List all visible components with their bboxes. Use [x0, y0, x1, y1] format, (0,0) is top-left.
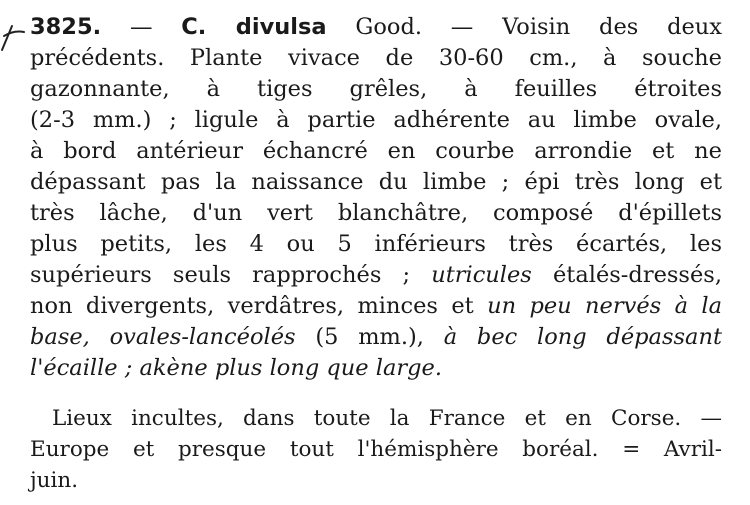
italic-run: base, ovales-lancéolés [30, 324, 296, 350]
species-author: Good. — Voisin des deux [326, 14, 722, 40]
entry-line: plus petits, les 4 ou 5 inférieurs très écartés, les [30, 231, 722, 257]
entry-header-line [30, 12, 722, 43]
italic-run: un peu nervés à la [487, 293, 722, 319]
habitat-note [30, 403, 722, 496]
italic-run: à bec long dépassant [443, 324, 722, 350]
habitat-line: Europe et presque tout l'hémisphère boréal. = Avril- [30, 437, 722, 462]
entry-line: (2-3 mm.) ; ligule à partie adhérente au limbe ovale, [30, 107, 722, 133]
entry-line: gazonnante, à tiges grêles, à feuilles étroites [30, 76, 722, 102]
text-run: étalés-dressés, [531, 262, 722, 288]
species-entry [30, 12, 722, 384]
entry-line [30, 322, 722, 353]
habitat-line: Lieux incultes, dans toute la France et en Corse. — [52, 406, 722, 431]
handwritten-check-mark [0, 20, 26, 56]
entry-line [30, 260, 722, 291]
entry-line: précédents. Plante vivace de 30-60 cm., à souche [30, 45, 722, 71]
habitat-line: juin. [30, 468, 79, 493]
text-run: non divergents, verdâtres, minces et [30, 293, 488, 319]
entry-dash: — [101, 14, 182, 40]
entry-line: à bord antérieur échancré en courbe arrondie et ne [30, 138, 722, 164]
entry-line: très lâche, d'un vert blanchâtre, composé d'épillets [30, 200, 722, 226]
text-run: supérieurs seuls rapprochés ; [30, 262, 432, 288]
entry-number: 3825. [30, 14, 102, 40]
species-name: C. divulsa [181, 14, 327, 40]
italic-run: utricules [431, 262, 532, 288]
entry-line: dépassant pas la naissance du limbe ; épi très long et [30, 169, 722, 195]
entry-line [30, 291, 722, 322]
entry-last-line: l'écaille ; akène plus long que large. [30, 355, 442, 381]
text-run: (5 mm.), [295, 324, 444, 350]
